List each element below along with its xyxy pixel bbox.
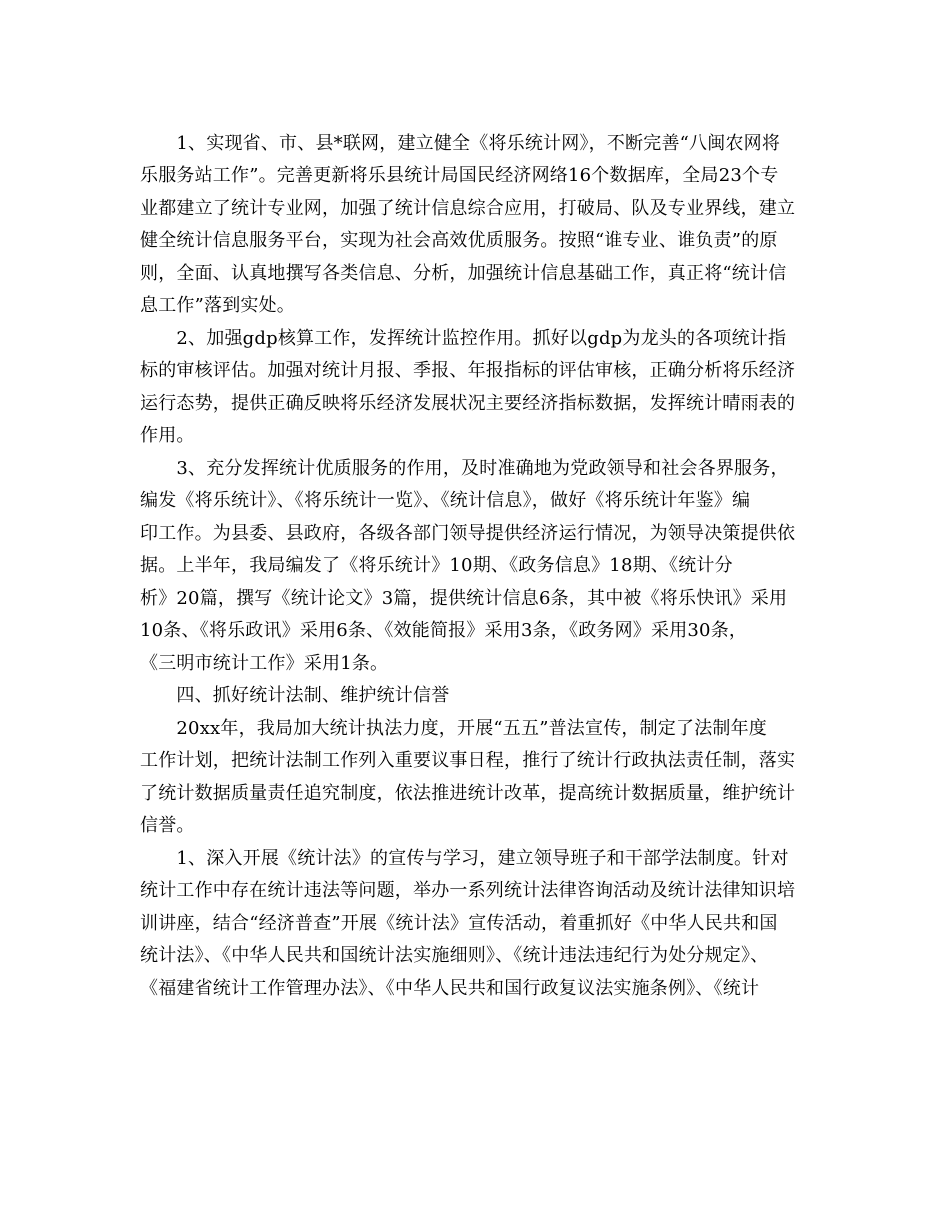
text-line: 信誉。 [140, 815, 195, 836]
text-line: 标的审核评估。加强对统计月报、季报、年报指标的评估审核，正确分析将乐经济 [140, 360, 796, 381]
text-line: 健全统计信息服务平台，实现为社会高效优质服务。按照“谁专业、谁负责”的原 [140, 230, 778, 251]
text-line: 据。上半年，我局编发了《将乐统计》10期、《政务信息》18期、《统计分 [140, 555, 733, 576]
text-line: 运行态势，提供正确反映将乐经济发展状况主要经济指标数据，发挥统计晴雨表的 [140, 393, 796, 414]
text-line: 息工作”落到实处。 [140, 295, 296, 316]
text-line: 编发《将乐统计》、《将乐统计一览》、《统计信息》，做好《将乐统计年鉴》编 [140, 490, 751, 511]
text-line: 1、实现省、市、县*联网，建立健全《将乐统计网》，不断完善“八闽农网将 [140, 133, 781, 154]
text-line: 训讲座，结合“经济普查”开展《统计法》宣传活动，着重抓好《中华人民共和国 [140, 913, 778, 934]
text-line: 20xx年，我局加大统计执法力度，开展“五五”普法宣传，制定了法制年度 [140, 718, 768, 739]
text-line: 乐服务站工作”。完善更新将乐县统计局国民经济网络16个数据库，全局23个专 [140, 165, 779, 186]
text-line: 印工作。为县委、县政府，各级各部门领导提供经济运行情况，为领导决策提供依 [140, 523, 796, 544]
text-line: 工作计划，把统计法制工作列入重要议事日程，推行了统计行政执法责任制，落实 [140, 750, 796, 771]
text-line: 10条、《将乐政讯》采用6条、《效能简报》采用3条，《政务网》采用30条， [140, 620, 748, 641]
text-line: 《三明市统计工作》采用1条。 [140, 653, 389, 674]
text-line: 统计工作中存在统计违法等问题，举办一系列统计法律咨询活动及统计法律知识培 [140, 880, 796, 901]
text-line: 则，全面、认真地撰写各类信息、分析，加强统计信息基础工作，真正将“统计信 [140, 263, 787, 284]
section-heading: 四、抓好统计法制、维护统计信誉 [140, 685, 450, 706]
text-line: 3、充分发挥统计优质服务的作用，及时准确地为党政领导和社会各界服务， [140, 458, 789, 479]
text-line: 《福建省统计工作管理办法》、《中华人民共和国行政复议法实施条例》、《统计 [140, 978, 760, 999]
text-line: 作用。 [140, 425, 195, 446]
text-line: 业都建立了统计专业网，加强了统计信息综合应用，打破局、队及专业界线，建立 [140, 198, 796, 219]
text-line: 析》20篇，撰写《统计论文》3篇，提供统计信息6条，其中被《将乐快讯》采用 [140, 588, 788, 609]
text-line: 统计法》、《中华人民共和国统计法实施细则》、《统计违法违纪行为处分规定》、 [140, 945, 769, 966]
text-line: 了统计数据质量责任追究制度，依法推进统计改革，提高统计数据质量，维护统计 [140, 783, 796, 804]
text-line: 2、加强gdp核算工作，发挥统计监控作用。抓好以gdp为龙头的各项统计指 [140, 328, 787, 349]
text-line: 1、深入开展《统计法》的宣传与学习，建立领导班子和干部学法制度。针对 [140, 848, 789, 869]
